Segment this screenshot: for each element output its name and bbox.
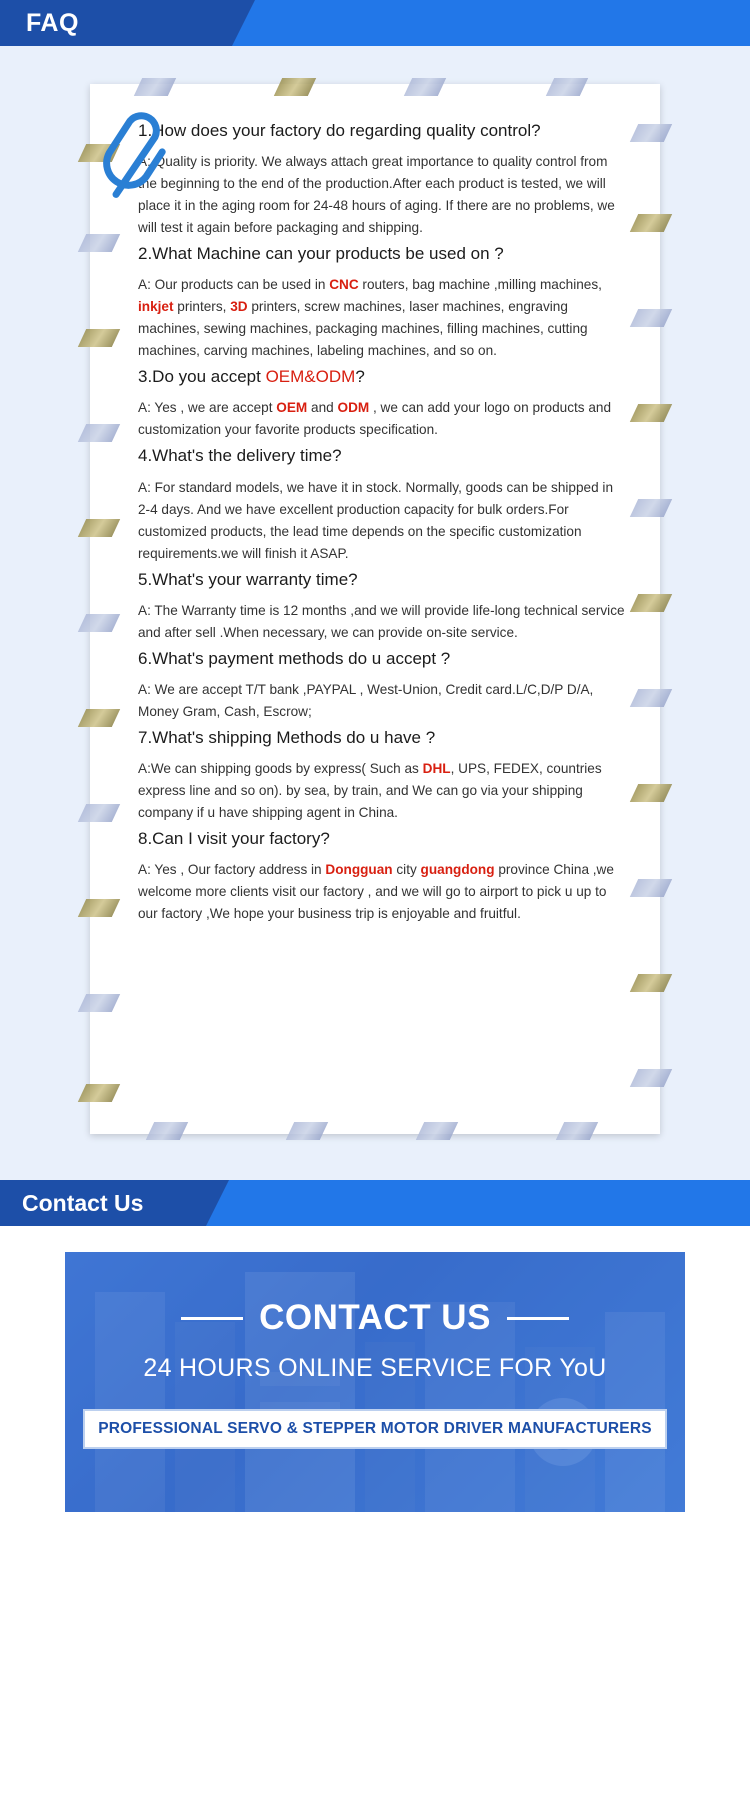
faq-question-prefix: 3.Do you accept	[138, 367, 266, 387]
contact-banner	[65, 1252, 685, 1512]
decor-dash	[274, 78, 316, 96]
decor-dash	[78, 519, 120, 537]
faq-title: FAQ	[26, 9, 79, 37]
faq-question: 1.How does your factory do regarding quality control?	[138, 121, 541, 140]
faq-section-header	[0, 0, 750, 46]
contact-title: Contact Us	[22, 1190, 144, 1216]
contact-banner-title: CONTACT US	[259, 1298, 491, 1337]
decor-dash	[78, 329, 120, 347]
decor-dash	[630, 309, 672, 327]
decor-dash	[78, 234, 120, 252]
highlight-3d: 3D	[230, 299, 248, 315]
decor-rule-left	[181, 1317, 243, 1320]
faq-question: 8.Can I visit your factory?	[138, 828, 330, 848]
faq-item	[138, 648, 626, 723]
highlight-dongguan: Dongguan	[325, 862, 393, 878]
decor-dash	[546, 78, 588, 96]
contact-section	[0, 1180, 750, 1530]
faq-item	[138, 569, 626, 644]
faq-question: 2.What Machine can your products be used on ?	[138, 244, 504, 264]
faq-item	[138, 445, 626, 564]
decor-rule-right	[507, 1317, 569, 1320]
decor-dash	[134, 78, 176, 96]
decor-dash	[630, 689, 672, 707]
faq-answer: A: Our products can be used in CNC routers, bag machine ,milling machines, inkjet printers, 3D printers, screw machines, laser machines, engraving machines, sewing machines, packaging machines, filling machines, cutting machines, carving machines, labeling machines, and so on.	[138, 277, 602, 359]
decor-dash	[630, 124, 672, 142]
highlight-dhl: DHL	[422, 760, 451, 776]
faq-question: 4.What's the delivery time?	[138, 446, 342, 466]
highlight-guangdong: guangdong	[420, 862, 495, 878]
faq-answer: A: Yes , we are accept OEM and ODM , we can add your logo on products and customization your favorite products specification.	[138, 400, 612, 438]
decor-dash	[78, 994, 120, 1012]
faq-item	[138, 366, 626, 441]
decor-dash	[556, 1122, 598, 1140]
faq-answer: A: The Warranty time is 12 months ,and we will provide life-long technical service and after sell .When necessary, we can provide on-site service.	[138, 602, 625, 640]
faq-answer: A: Quality is priority. We always attach great importance to quality control from the beginning to the end of the production.After each product is tested, we will place it in the aging room for 24-48 hours of aging. If there are no problems, we will test it again before packaging and shipping.	[138, 154, 615, 236]
faq-item	[138, 120, 626, 239]
decor-dash	[78, 614, 120, 632]
faq-question: 7.What's shipping Methods do u have ?	[138, 727, 436, 747]
highlight-odm: ODM	[337, 400, 370, 416]
decor-dash	[630, 974, 672, 992]
contact-banner-strip: PROFESSIONAL SERVO & STEPPER MOTOR DRIVER MANUFACTURERS	[83, 1409, 667, 1449]
decor-dash	[416, 1122, 458, 1140]
decor-dash	[630, 214, 672, 232]
faq-answer: A: For standard models, we have it in stock. Normally, goods can be shipped in 2-4 days. And we have excellent production capacity for bulk orders.For customized products, the lead time depends on the specific customization requirements.we will finish it ASAP.	[138, 479, 614, 561]
contact-section-header	[0, 1180, 750, 1226]
faq-body	[0, 46, 750, 1180]
highlight-cnc: CNC	[329, 277, 359, 293]
faq-item	[138, 727, 626, 824]
highlight-oem-odm: OEM&ODM	[265, 367, 356, 387]
decor-dash	[78, 424, 120, 442]
faq-answer: A:We can shipping goods by express( Such as DHL, UPS, FEDEX, countries express line and so on). by sea, by train, and We can go via your shipping company if u have shipping agent in China.	[138, 760, 602, 820]
faq-question	[138, 366, 626, 388]
decor-dash	[404, 78, 446, 96]
decor-dash	[630, 1069, 672, 1087]
decor-dash	[78, 804, 120, 822]
contact-banner-title-row	[65, 1298, 685, 1338]
paperclip-icon	[96, 106, 170, 202]
faq-question: 6.What's payment methods do u accept ?	[138, 648, 451, 668]
faq-answer: A: Yes , Our factory address in Dongguan city guangdong province China ,we welcome more clients visit our factory , and we will go to airport to pick u up to our factory ,We hope your business trip is enjoyable and fruitful.	[138, 862, 614, 922]
faq-question: 5.What's your warranty time?	[138, 569, 358, 589]
highlight-inkjet: inkjet	[138, 299, 174, 315]
decor-dash	[78, 709, 120, 727]
decor-dash	[630, 404, 672, 422]
decor-dash	[630, 879, 672, 897]
highlight-oem: OEM	[276, 400, 308, 416]
decor-dash	[630, 499, 672, 517]
decor-dash	[630, 784, 672, 802]
faq-answer: A: We are accept T/T bank ,PAYPAL , West-Union, Credit card.L/C,D/P D/A, Money Gram, Cash, Escrow;	[138, 681, 594, 719]
decor-dash	[78, 1084, 120, 1102]
decor-dash	[630, 594, 672, 612]
contact-banner-subtitle: 24 HOURS ONLINE SERVICE FOR YoU	[143, 1354, 607, 1382]
contact-banner-content	[65, 1252, 685, 1449]
decor-dash	[146, 1122, 188, 1140]
faq-item	[138, 243, 626, 362]
decor-dash	[78, 899, 120, 917]
faq-paper-sheet	[90, 84, 660, 1134]
faq-question-suffix: ?	[355, 367, 365, 387]
faq-item	[138, 828, 626, 925]
decor-dash	[286, 1122, 328, 1140]
